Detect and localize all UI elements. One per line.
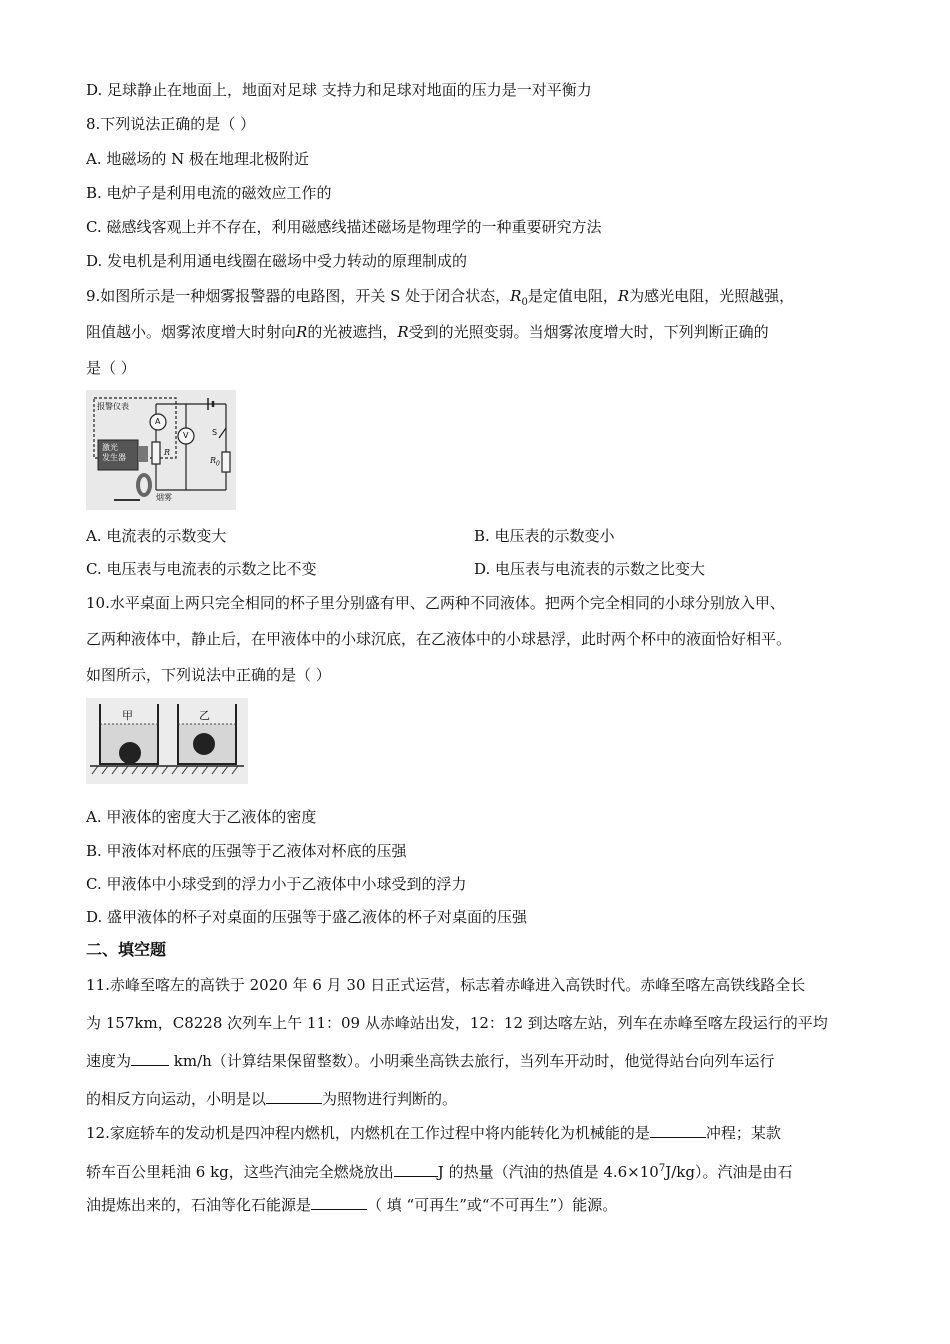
- q8-option-b: B. 电炉子是利用电流的磁效应工作的: [86, 184, 332, 202]
- q11-line1: 11.赤峰至喀左的高铁于 2020 年 6 月 30 日正式运营，标志着赤峰进入高铁时代。赤峰至喀左高铁线路全长: [86, 976, 806, 994]
- sunk-ball-icon: [119, 742, 141, 764]
- resistor-r-label: R: [164, 448, 171, 457]
- q8-option-a: A. 地磁场的 N 极在地理北极附近: [86, 150, 310, 168]
- q12-blank-stroke[interactable]: [650, 1123, 706, 1138]
- q10-option-c: C. 甲液体中小球受到的浮力小于乙液体中小球受到的浮力: [86, 875, 467, 893]
- q12-blank-heat[interactable]: [394, 1162, 438, 1177]
- q12-blank-energy-type[interactable]: [311, 1195, 367, 1210]
- switch-label: S: [212, 428, 218, 437]
- laser-generator-label: 激光 发生器: [102, 443, 126, 462]
- q9-option-b: B. 电压表的示数变小: [474, 527, 615, 545]
- q10-stem-line1: 10.水平桌面上两只完全相同的杯子里分别盛有甲、乙两种不同液体。把两个完全相同的小球分别放入甲、: [86, 594, 785, 612]
- smoke-label: 烟雾: [156, 493, 172, 502]
- q12-line2: 轿车百公里耗油 6 kg，这些汽油完全燃烧放出 J 的热量（汽油的热值是 $4.6\times 10^7J/kg$）。汽油是由石: [86, 1163, 793, 1181]
- q10-option-a: A. 甲液体的密度大于乙液体的密度: [86, 808, 317, 826]
- cup-b-label: 乙: [199, 709, 210, 722]
- q10-stem-line3: 如图所示，下列说法中正确的是（ ）: [86, 666, 331, 684]
- voltmeter-label: V: [183, 431, 189, 440]
- alarm-meter-label: 报警仪表: [97, 402, 129, 411]
- q11-blank-reference[interactable]: [266, 1089, 322, 1104]
- q9-option-d: D. 电压表与电流表的示数之比变大: [474, 560, 706, 578]
- q9-stem-line1: 9.如图所示是一种烟雾报警器的电路图，开关 S 处于闭合状态，$R_0$是定值电阻，R为感光电阻，光照越强，: [86, 287, 795, 308]
- ammeter-label: A: [155, 417, 161, 426]
- q8-option-c: C. 磁感线客观上并不存在，利用磁感线描述磁场是物理学的一种重要研究方法: [86, 218, 602, 236]
- q7-option-d: D. 足球静止在地面上，地面对足球 支持力和足球对地面的压力是一对平衡力: [86, 81, 592, 99]
- floating-ball-icon: [193, 733, 215, 755]
- q10-option-b: B. 甲液体对杯底的压强等于乙液体对杯底的压强: [86, 842, 407, 860]
- section-title: 二、填空题: [86, 940, 167, 959]
- q10-option-d: D. 盛甲液体的杯子对桌面的压强等于盛乙液体的杯子对桌面的压强: [86, 908, 528, 926]
- q11-line2: 为 157km，C8228 次列车上午 11：09 从赤峰站出发，12：12 到达喀左站，列车在赤峰至喀左段运行的平均: [86, 1014, 828, 1032]
- q10-cups-figure: [86, 698, 248, 784]
- q9-option-c: C. 电压表与电流表的示数之比不变: [86, 560, 317, 578]
- q9-option-a: A. 电流表的示数变大: [86, 527, 227, 545]
- q8-stem: 8.下列说法正确的是（ ）: [86, 115, 256, 133]
- q10-stem-line2: 乙两种液体中，静止后，在甲液体中的小球沉底，在乙液体中的小球悬浮，此时两个杯中的液面恰好相平。: [86, 630, 792, 648]
- q11-blank-speed[interactable]: [131, 1051, 169, 1066]
- q9-stem-line3: 是（ ）: [86, 359, 136, 377]
- q9-circuit-figure: [86, 390, 236, 510]
- q12-line1: 12.家庭轿车的发动机是四冲程内燃机，内燃机在工作过程中将内能转化为机械能的是 冲程；某款: [86, 1124, 781, 1142]
- two-cups-diagram: [86, 698, 248, 784]
- q11-line4: 的相反方向运动，小明是以 为照物进行判断的。: [86, 1090, 458, 1108]
- resistor-r0-label: $R_0$: [210, 456, 220, 468]
- cup-a-label: 甲: [122, 709, 133, 722]
- q11-line3: 速度为 km/h（计算结果保留整数）。小明乘坐高铁去旅行，当列车开动时，他觉得站台向列车运行: [86, 1052, 775, 1070]
- q9-stem-line2: 阻值越小。烟雾浓度增大时射向R的光被遮挡，R受到的光照变弱。当烟雾浓度增大时，下列判断正确的: [86, 323, 769, 341]
- q12-line3: 油提炼出来的，石油等化石能源是 （ 填 “可再生”或“不可再生”）能源。: [86, 1196, 618, 1214]
- q8-option-d: D. 发电机是利用通电线圈在磁场中受力转动的原理制成的: [86, 252, 468, 270]
